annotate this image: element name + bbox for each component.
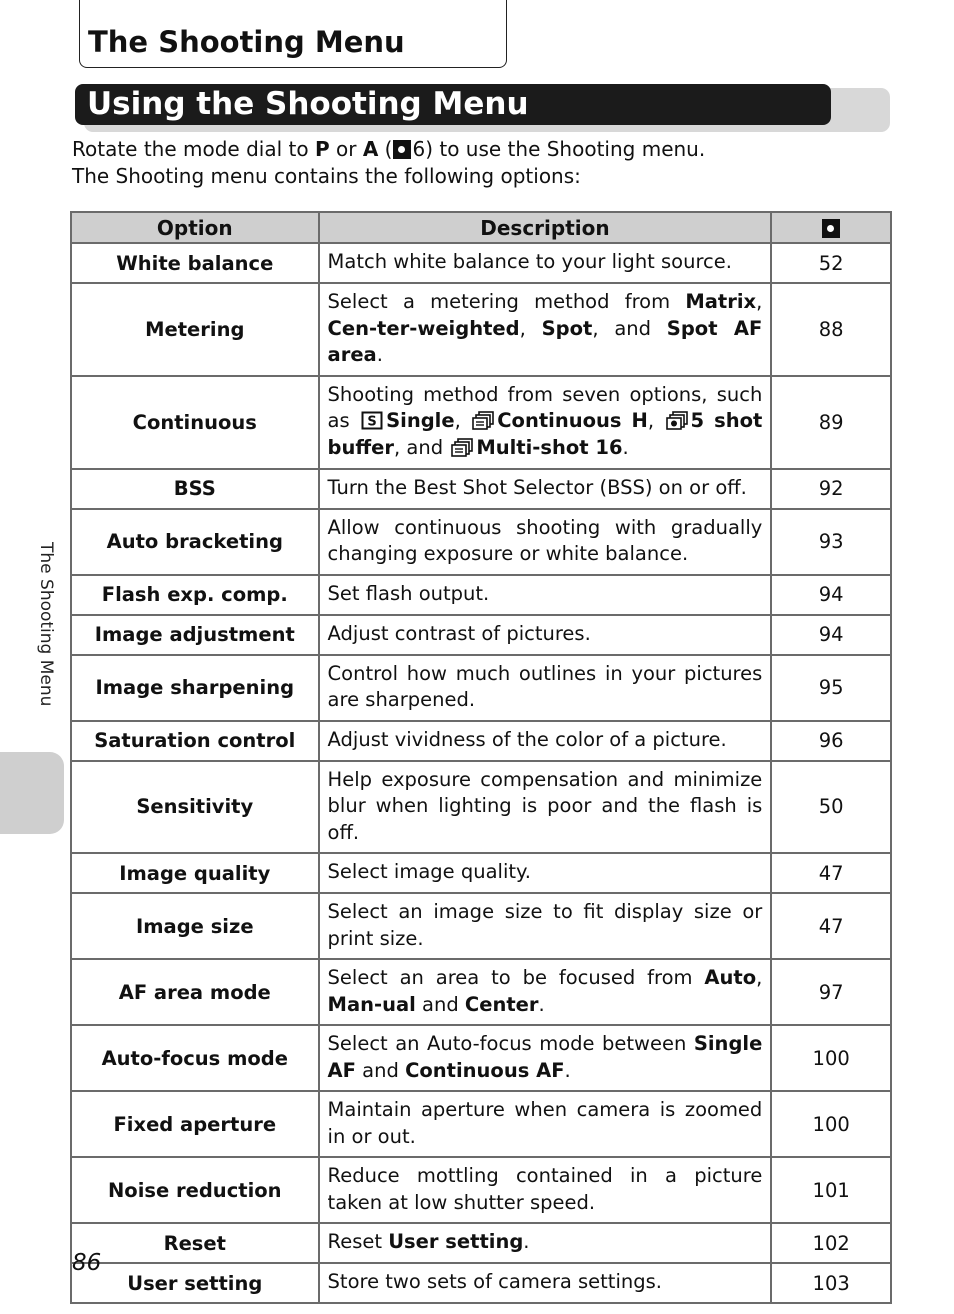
page-title-banner bbox=[75, 84, 831, 125]
page-number: 86 bbox=[72, 1250, 102, 1276]
page-reference: 92 bbox=[771, 469, 891, 509]
description-bold-text: 5 shot buffer bbox=[327, 409, 763, 459]
page-reference: 47 bbox=[771, 853, 891, 893]
table-row bbox=[71, 1025, 891, 1091]
table-row bbox=[71, 853, 891, 893]
column-header-option: Option bbox=[71, 212, 319, 243]
page-reference: 97 bbox=[771, 959, 891, 1025]
option-description bbox=[319, 243, 772, 283]
description-bold-text: Center bbox=[464, 992, 539, 1016]
description-bold-text: Single AF bbox=[327, 1032, 763, 1082]
option-description bbox=[319, 376, 772, 469]
option-description bbox=[319, 615, 772, 655]
description-text: Select an image size to fit display size or print size. bbox=[327, 900, 763, 950]
page-reference: 101 bbox=[771, 1157, 891, 1223]
option-name: Auto bracketing bbox=[71, 509, 319, 575]
description-text: Select an area to be focused from bbox=[327, 966, 705, 989]
page-reference-icon bbox=[822, 219, 840, 238]
option-name: Image sharpening bbox=[71, 655, 319, 721]
table-row bbox=[71, 761, 891, 854]
description-bold-text: Continuous AF bbox=[405, 1058, 565, 1082]
table-row bbox=[71, 469, 891, 509]
table-row bbox=[71, 509, 891, 575]
table-row bbox=[71, 1263, 891, 1303]
page-reference: 47 bbox=[771, 893, 891, 959]
description-text: Adjust vividness of the color of a picture. bbox=[327, 727, 727, 751]
description-bold-text: Multi-shot 16 bbox=[476, 435, 623, 459]
table-row bbox=[71, 615, 891, 655]
description-text: . bbox=[523, 1230, 530, 1254]
mode-p: P bbox=[314, 137, 330, 161]
option-name: Flash exp. comp. bbox=[71, 575, 319, 615]
table-row bbox=[71, 1091, 891, 1157]
table-row bbox=[71, 283, 891, 376]
intro-text-segment: ( bbox=[378, 137, 393, 161]
description-text: . bbox=[538, 992, 545, 1016]
description-text: Shooting method from seven options, such as bbox=[327, 382, 763, 433]
option-name: Image size bbox=[71, 893, 319, 959]
intro-text-segment: or bbox=[329, 137, 363, 161]
table-row bbox=[71, 721, 891, 761]
option-name: Continuous bbox=[71, 376, 319, 469]
table-row bbox=[71, 959, 891, 1025]
description-text: Set flash output. bbox=[327, 581, 490, 605]
table-row bbox=[71, 893, 891, 959]
description-text: and bbox=[415, 992, 465, 1016]
description-text: , bbox=[756, 290, 763, 313]
page-reference: 89 bbox=[771, 376, 891, 469]
description-text: Store two sets of camera settings. bbox=[327, 1270, 662, 1294]
description-bold-text: Matrix bbox=[685, 290, 757, 313]
table-row bbox=[71, 243, 891, 283]
description-text: , bbox=[647, 409, 664, 433]
description-text: Match white balance to your light source. bbox=[327, 250, 732, 274]
option-name: BSS bbox=[71, 469, 319, 509]
option-name: Fixed aperture bbox=[71, 1091, 319, 1157]
option-name: Auto-focus mode bbox=[71, 1025, 319, 1091]
description-text: Select image quality. bbox=[327, 860, 531, 884]
option-description bbox=[319, 721, 772, 761]
multi-shot-16-icon bbox=[451, 438, 473, 457]
option-name: Image adjustment bbox=[71, 615, 319, 655]
page-reference: 100 bbox=[771, 1091, 891, 1157]
description-text: and bbox=[355, 1058, 406, 1082]
option-description bbox=[319, 893, 772, 959]
description-text: Maintain aperture when camera is zoomed in or out. bbox=[327, 1098, 763, 1148]
description-bold-text: Continuous H bbox=[497, 409, 648, 433]
table-row bbox=[71, 1223, 891, 1263]
description-text: , bbox=[756, 966, 763, 989]
description-text: , and bbox=[394, 435, 450, 459]
option-description bbox=[319, 959, 772, 1025]
option-description bbox=[319, 761, 772, 854]
option-description bbox=[319, 469, 772, 509]
description-text: , and bbox=[592, 316, 667, 340]
description-bold-text: Cen-ter-weighted bbox=[327, 316, 520, 340]
description-text: . bbox=[376, 343, 383, 366]
single-mode-icon bbox=[361, 411, 383, 430]
mode-a: A bbox=[362, 137, 379, 161]
column-header-page bbox=[771, 212, 891, 243]
description-bold-text: Man-ual bbox=[327, 992, 416, 1016]
option-description bbox=[319, 575, 772, 615]
option-name: Sensitivity bbox=[71, 761, 319, 854]
option-name: Reset bbox=[71, 1223, 319, 1263]
description-text: Select a metering method from bbox=[327, 290, 686, 313]
option-name: Image quality bbox=[71, 853, 319, 893]
page-reference-icon bbox=[393, 140, 411, 159]
svg-text:S: S bbox=[367, 414, 377, 430]
shooting-options-table bbox=[70, 211, 892, 1304]
option-description bbox=[319, 1223, 772, 1263]
column-header-description: Description bbox=[319, 212, 772, 243]
option-name: Noise reduction bbox=[71, 1157, 319, 1223]
table-row bbox=[71, 575, 891, 615]
option-description bbox=[319, 655, 772, 721]
table-row bbox=[71, 1157, 891, 1223]
description-bold-text: Spot bbox=[541, 316, 593, 340]
option-description bbox=[319, 283, 772, 376]
description-bold-text: Single bbox=[386, 409, 455, 433]
page-reference: 95 bbox=[771, 655, 891, 721]
option-description bbox=[319, 509, 772, 575]
continuous-h-icon bbox=[472, 411, 494, 430]
intro-text-segment: Rotate the mode dial to bbox=[72, 137, 315, 161]
table-row bbox=[71, 655, 891, 721]
side-tab bbox=[0, 752, 64, 834]
page-reference: 100 bbox=[771, 1025, 891, 1091]
intro-line-1 bbox=[72, 136, 705, 163]
intro-line-2: The Shooting menu contains the following options: bbox=[72, 164, 581, 188]
option-name: AF area mode bbox=[71, 959, 319, 1025]
description-bold-text: Auto bbox=[704, 966, 757, 989]
description-text: Select an Auto-focus mode between bbox=[327, 1032, 694, 1055]
description-text: Reset bbox=[327, 1230, 389, 1254]
page-reference: 88 bbox=[771, 283, 891, 376]
description-text: Adjust contrast of pictures. bbox=[327, 621, 591, 645]
description-text: . bbox=[622, 435, 629, 459]
option-description bbox=[319, 1025, 772, 1091]
description-text: . bbox=[564, 1058, 571, 1082]
table-header-row bbox=[71, 212, 891, 243]
section-title: The Shooting Menu bbox=[88, 25, 405, 59]
option-name: Metering bbox=[71, 283, 319, 376]
page-reference: 93 bbox=[771, 509, 891, 575]
option-name: User setting bbox=[71, 1263, 319, 1303]
description-text: Turn the Best Shot Selector (BSS) on or off. bbox=[327, 475, 747, 499]
page-reference: 103 bbox=[771, 1263, 891, 1303]
intro-text bbox=[72, 136, 705, 190]
page-reference: 52 bbox=[771, 243, 891, 283]
page-title: Using the Shooting Menu bbox=[87, 86, 529, 122]
option-description bbox=[319, 853, 772, 893]
reference-page: 6 bbox=[412, 137, 426, 161]
option-name: Saturation control bbox=[71, 721, 319, 761]
option-description bbox=[319, 1091, 772, 1157]
five-shot-buffer-icon bbox=[666, 411, 688, 430]
page-reference: 102 bbox=[771, 1223, 891, 1263]
page-reference: 50 bbox=[771, 761, 891, 854]
description-text: Control how much outlines in your pictures are sharpened. bbox=[327, 661, 763, 711]
option-name: White balance bbox=[71, 243, 319, 283]
description-text: Allow continuous shooting with gradually changing exposure or white balance. bbox=[327, 515, 763, 565]
option-description bbox=[319, 1263, 772, 1303]
table-row bbox=[71, 376, 891, 469]
page-reference: 94 bbox=[771, 615, 891, 655]
description-text: , bbox=[454, 409, 471, 433]
description-text: Reduce mottling contained in a picture taken at low shutter speed. bbox=[327, 1164, 763, 1214]
option-description bbox=[319, 1157, 772, 1223]
page-reference: 94 bbox=[771, 575, 891, 615]
description-text: , bbox=[519, 316, 542, 340]
intro-text-segment: ) to use the Shooting menu. bbox=[425, 137, 706, 161]
side-tab-label: The Shooting Menu bbox=[36, 542, 56, 707]
description-bold-text: User setting bbox=[388, 1230, 524, 1254]
page-reference: 96 bbox=[771, 721, 891, 761]
description-bold-text: Spot AF area bbox=[327, 316, 763, 366]
description-text: Help exposure compensation and minimize blur when lighting is poor and the flash is off. bbox=[327, 767, 763, 844]
